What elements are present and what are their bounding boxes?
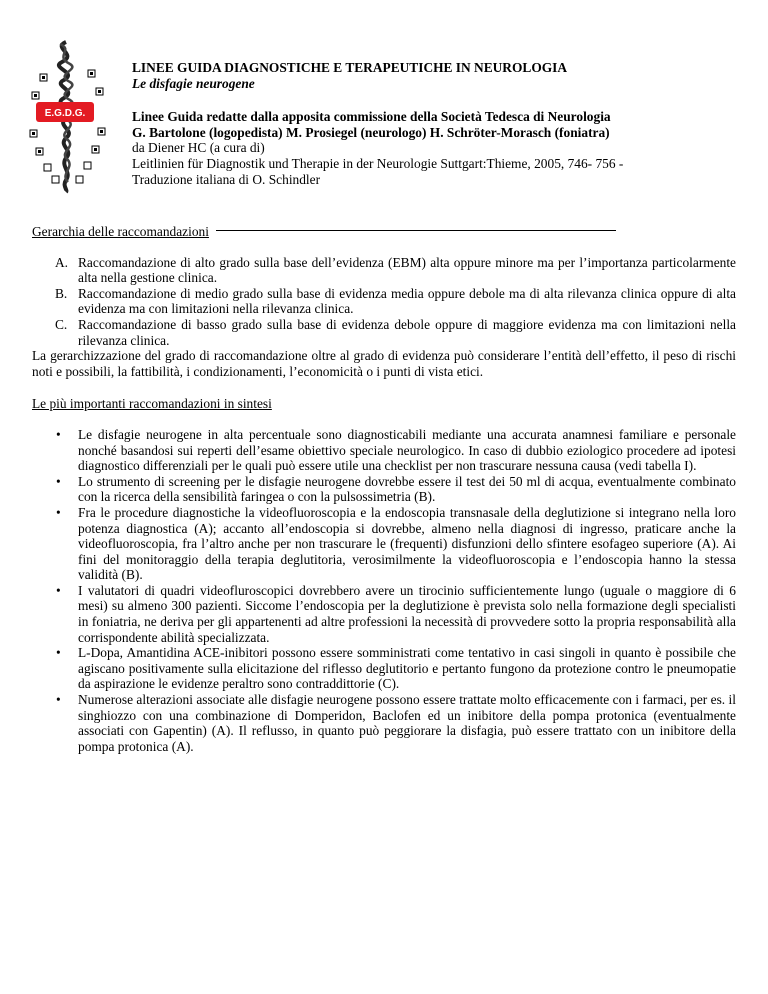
bullet-icon: • [56, 504, 61, 520]
bullet-icon: • [56, 692, 61, 708]
list-item-text: Numerose alterazioni associate alle disfagie neurogene possono essere trattate molto efficacemente con i farmaci, per es. il singhiozzo con una combinazione di Domperidon, Baclofen ed un inibitore della pompa protonica (eventualmente associati con Gapentin) (A). Il reflusso, in quanto può peggiorare la disfagia, può essere trattato con un inibitore della pompa protonica (A). [78, 692, 736, 754]
document-subtitle: Le disfagie neurogene [132, 75, 255, 91]
logo-text: E.G.D.G. [44, 108, 86, 119]
editor-line: da Diener HC (a cura di) [132, 140, 265, 156]
key-recommendations-list [32, 427, 736, 754]
list-item-text: I valutatori di quadri videofluroscopici dovrebbero avere un tirocinio sufficientemente lungo (uguale o maggiore di 6 mesi) su almeno 300 pazienti. Siccome l’endoscopia per la deglutizione è prevista solo nella formazione degli specialisti in foniatria, ne deriva per gli appartenenti ad altre professioni la necessità di provvedere sotto la propria responsabilità alla corrispondente abilità specializzata. [78, 582, 736, 645]
section-heading-hierarchy: Gerarchia delle raccomandazioni [32, 224, 209, 239]
list-item [32, 692, 736, 754]
list-item [32, 505, 736, 583]
list-item-text: Le disfagie neurogene in alta percentuale sono diagnosticabili mediante una accurata anamnesi familiare e personale nonché basandosi sui reperti dell’esame obiettivo speciale neurologico. In caso di dubbio eziologico procedere ad ipotesi diagnostico differenziali per le quali può essere utile una checklist per non trascurare nessuna causa (vedi tabella I). [78, 426, 736, 474]
list-item [32, 583, 736, 645]
section-heading-summary: Le più importanti raccomandazioni in sintesi [32, 396, 272, 412]
list-item [32, 427, 736, 474]
list-item [32, 317, 736, 348]
list-item-text: Raccomandazione di medio grado sulla base di evidenza media oppure debole ma di alta rilevanza clinica oppure di alta evidenza ma con limitazioni nella rilevanza clinica. [78, 285, 736, 317]
authors-line-2: G. Bartolone (logopedista) M. Prosiegel (neurologo) H. Schröter-Morasch (foniatra) [132, 124, 610, 140]
list-item-letter: A. [55, 254, 69, 270]
society-logo [22, 34, 118, 194]
main-content [32, 224, 736, 754]
list-item-letter: C. [55, 316, 68, 332]
list-item-text: Lo strumento di screening per le disfagie neurogene dovrebbe essere il test dei 50 ml di acqua, eventualmente combinato con la ricerca della sensibilità faringea o con la pulsossimetria (B). [78, 473, 736, 505]
list-item-text: Raccomandazione di basso grado sulla base di evidenza debole oppure di maggiore evidenza ma con limitazioni nella rilevanza clinica. [78, 316, 736, 348]
list-item-text: Fra le procedure diagnostiche la videofluoroscopia e la endoscopia transnasale della deglutizione si integrano nella loro potenza diagnostica (A); accanto all’endoscopia si dovrebbe, almeno nella diagnosi di ingresso, praticare anche la videofluoroscopia, fra l’altro anche per non trascurare le (frequenti) disfunzioni dello sfintere esofageo superiore (A). Ai fini del monitoraggio della terapia deglutitoria, verosimilmente la videofluoroscopia e l’endoscopia hanno la stessa validità (B). [78, 504, 736, 583]
list-item [32, 255, 736, 286]
logo-graphic [22, 34, 118, 194]
translation-line: Traduzione italiana di O. Schindler [132, 171, 321, 187]
list-item [32, 286, 736, 317]
list-item [32, 474, 736, 505]
source-line: Leitlinien für Diagnostik und Therapie in der Neurologie Suttgart:Thieme, 2005, 746- 756 - [132, 155, 624, 171]
list-item [32, 645, 736, 692]
list-item-letter: B. [55, 285, 68, 301]
document-header [132, 60, 732, 187]
bullet-icon: • [56, 582, 61, 598]
recommendation-levels-list [32, 255, 736, 349]
list-item-text: L-Dopa, Amantidina ACE-inibitori possono essere somministrati come tentativo in casi singoli in quanto è possibile che agiscano positivamente sulla elicitazione del riflesso deglutitorio e pertanto fungono da protezione contro le pneumopatie da aspirazione le evidenze peraltro sono contraddittorie (C). [78, 645, 736, 692]
authors-line-1: Linee Guida redatte dalla apposita commissione della Società Tedesca di Neurologia [132, 109, 611, 125]
header-spacer [132, 91, 732, 109]
bullet-icon: • [56, 473, 61, 489]
hierarchy-paragraph: La gerarchizzazione del grado di raccomandazione oltre al grado di evidenza può considerare l’entità dell’effetto, il peso di rischi noti e possibili, la fattibilità, i condizionamenti, l’economicità o i punti di vista etici. [32, 348, 736, 379]
list-item-text: Raccomandazione di alto grado sulla base dell’evidenza (EBM) alta oppure minore ma per l’importanza particolarmente alta nella gestione clinica. [78, 254, 736, 286]
bullet-icon: • [56, 645, 61, 661]
bullet-icon: • [56, 426, 61, 442]
document-title: LINEE GUIDA DIAGNOSTICHE E TERAPEUTICHE IN NEUROLOGIA [132, 60, 568, 75]
